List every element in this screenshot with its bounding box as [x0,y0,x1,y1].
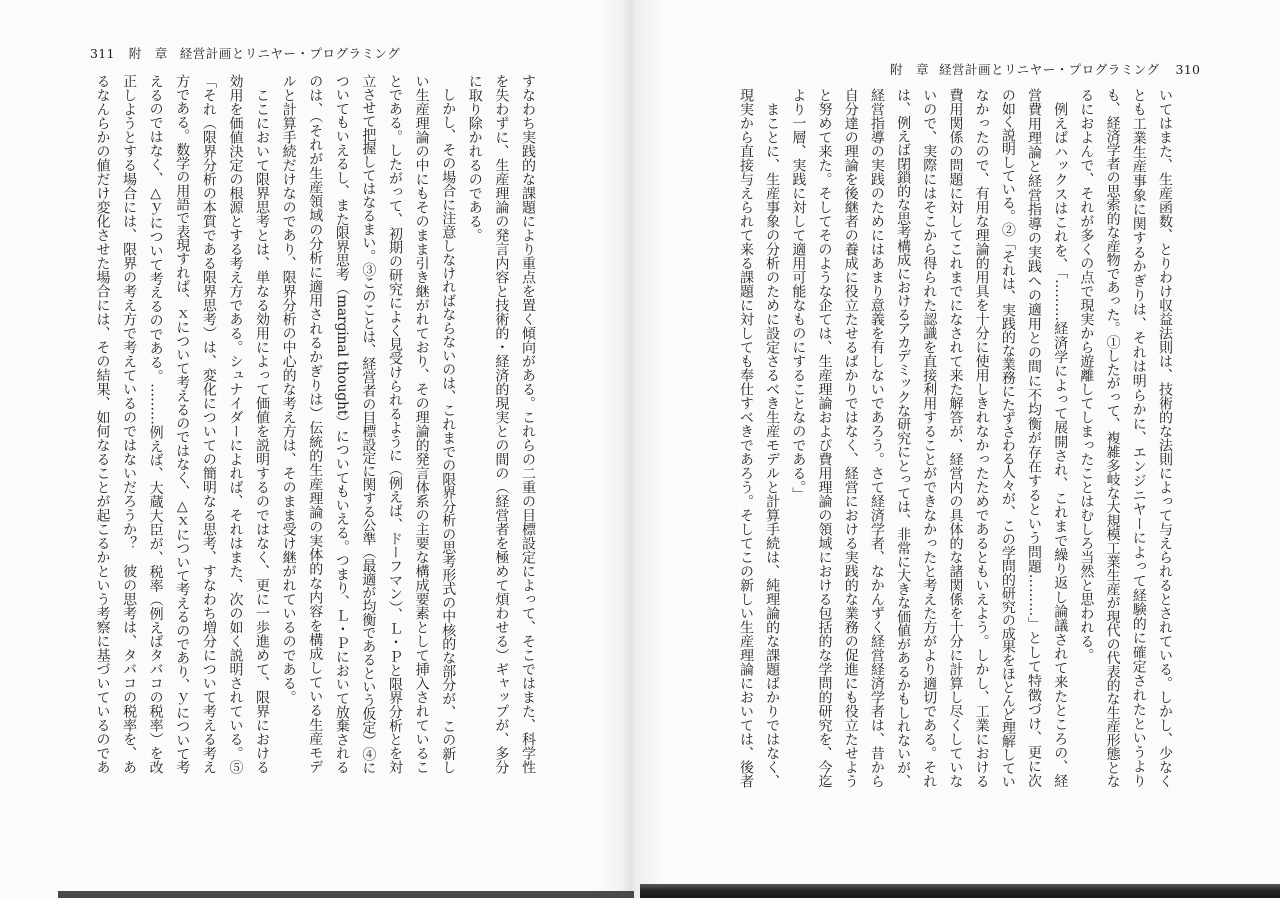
text-column [248,74,275,774]
text-line: 正しようとする場合には、限界の考え方で考えているのではないだろうか？ 彼の思考は、タバコの税率を、あ [121,74,138,774]
text-column [1021,88,1047,788]
text-line: 方である。数学の用語で表現すれば、ｘについて考えるのではなく、△ｘについて考えるのであり、ｙについて考 [174,74,191,775]
page-number: 311 [90,45,115,61]
text-line: の如く説明している。②「それは、実践的な業務にたずさわる人々が、この学問的研究の成果をほとんど理解してい [999,88,1016,789]
text-line: に取り除かれるのである。 [466,74,483,242]
left-page [0,0,632,898]
text-line: ついてもいえるし、また限界思考（marginal thought）についてもいえる。つまり、Ｌ・Ｐにおいて放棄される [333,74,350,774]
text-column [916,88,942,788]
text-column [302,74,329,774]
paragraph [461,74,541,774]
text-column [488,74,515,774]
text-column [968,88,994,788]
book-edge-shadow [640,884,1280,898]
text-column [1152,88,1178,788]
text-column [222,74,249,774]
paragraph [89,74,222,774]
running-head-chapter: 附 章 [128,46,168,61]
page-number: 310 [1175,61,1201,77]
right-page [632,0,1280,898]
text-line: と努めて来た。そしてそのような企ては、生産理論および費用理論の領域における包括的な学問的研究を、今迄 [816,88,833,788]
text-line: 現実から直接与えられて来る課題に対しても奉仕すべきであろう。そしてこの新しい生産理論においては、後者 [737,88,754,788]
page-body-text [89,74,541,774]
running-head-title: 経営計画とリニヤー・プログラミング [179,46,401,61]
text-column [328,74,355,774]
text-line: まことに、生産事象の分析のために設定さるべき生産モデルと計算手続は、純理論的な課題ばかりではなく、 [764,88,781,788]
running-head [890,60,1200,78]
text-column [142,74,169,774]
text-line: 例えばハックスはこれを、「………経済学によって展開され、これまで繰り返し論議されて来たところの、経 [1052,88,1069,789]
paragraph [222,74,275,774]
text-column [890,88,916,788]
text-column [89,74,116,774]
book-spine-shadow [596,0,666,898]
text-column [785,88,811,788]
text-line: 自分達の理論を後継者の養成に役立たせるばかりではなく、経営における実践的な業務の促進にも役立たせよう [842,88,859,788]
paragraph [785,88,1073,788]
text-line: るなんらかの値だけ変化させた場合には、その結果、如何なることが起こるかという考察に基づいているのであ [94,74,111,774]
text-column [275,74,302,774]
text-line: とである。したがって、初期の研究によく見受けられるように（例えば、ドーフマン）、Ｌ・Ｐと限界分析とを対 [387,74,404,775]
text-line: いてはまた、生産函数、とりわけ収益法則は、技術的な法則によって与えられるとされている。しかし、少なく [1156,88,1173,788]
text-column [942,88,968,788]
text-column [435,74,462,774]
text-column [838,88,864,788]
running-head-title: 経営計画とリニヤー・プログラミング [939,62,1160,77]
text-line: 営費用理論と経営指導の実践への適用との間に不均衡が存在するという問題………」として特徴づけ、更に次 [1026,88,1043,788]
running-head-chapter: 附 章 [890,62,930,77]
text-column [195,74,222,774]
text-column [1047,88,1073,788]
text-line: しかし、その場合に注意しなければならないのは、これまでの限界分析の思考形式の中核的な部分が、この新し [440,74,457,775]
book-edge-shadow [58,891,634,898]
text-line: なかったので、有用な理論的用具を十分に使用しきれなかったためであるともいえよう。しかし、工業における [973,88,990,788]
text-line: すなわち実践的な課題により重点を置く傾向がある。これらの二重の目標設定によって、そこではまた、科学性 [519,74,536,774]
text-line: のは、（それが生産領域の分析に適用されるかぎりは）伝統的生産理論の実体的な内容を構成している生産モデ [307,74,324,774]
text-column [514,74,541,774]
paragraph [275,74,461,774]
text-column [1126,88,1152,788]
text-column [169,74,196,774]
text-line: より一層、実践に対して適用可能なものにすることなのである。」 [790,88,807,501]
running-head [90,44,400,62]
text-line: ここにおいて限界思考とは、単なる効用によって価値を説明するのではなく、更に一歩進めて、限界における [254,74,271,774]
text-line: えるのではなく、△ｙについて考えるのである。………例えば、大蔵大臣が、税率（例えばタバコの税率）を改 [147,74,164,775]
text-column [811,88,837,788]
text-line: 「それ（限界分析の本質である限界思考）は、変化についての簡明なる思考、すなわち増分について考える考え [200,74,217,774]
text-column [733,88,759,788]
text-column [115,74,142,774]
text-column [1099,88,1125,788]
paragraph [1073,88,1178,788]
text-line: 効用を価値決定の根源とする考え方である。シュナイダーによれば、それはまた、次の如く説明されている。⑤ [227,74,244,774]
text-column [381,74,408,774]
text-column [864,88,890,788]
text-column [355,74,382,774]
text-line: を失わずに、生産理論の発言内容と技術的・経済的現実との間の（経営者を極めて煩わせる）ギャップが、多分 [493,74,510,774]
text-line: ルと計算手続だけなのであり、限界分析の中心的な考え方は、そのまま受け継がれているのである。 [280,74,297,704]
text-column [759,88,785,788]
text-line: 経営指導の実践のためにはあまり意義を有しないであろう。さて経済学者、なかんずく経営経済学者は、昔から [868,88,885,788]
text-line: は、例えば閉鎖的な思考構成におけるアカデミックな研究にとっては、非常に大きな価値があるかもしれないが、 [895,88,912,789]
text-line: るにおよんで、それが多くの点で現実から遊離してしまったことはむしろ当然と思われる。 [1078,88,1095,662]
text-line: とも工業生産事象に関するかぎりは、それは明らかに、エンジニヤーによって経験的に確定されたというより [1130,88,1147,788]
page-body-text [733,88,1178,788]
text-column [1073,88,1099,788]
text-column [408,74,435,774]
text-line: 立させて把握してはなるまい。③このことは、経営者の目標設定に関する公準（最適が均衡であるという仮定）④に [360,74,377,775]
text-line: も、経済学者の思索的な産物であった。①したがって、複雑多岐な大規模工業生産が現代の代表的な生産形態とな [1104,88,1121,789]
text-column [461,74,488,774]
text-line: 費用関係の問題に対してこれまでになされて来た解答が、経営内の具体的な諸関係を十分に計算し尽くしていな [947,88,964,788]
text-column [995,88,1021,788]
text-line: い生産理論の中にもそのまま引き継がれており、その理論的発言体系の主要な構成要素として挿入されているこ [413,74,430,774]
text-line: いので、実際にはそこから得られた認識を直接利用することができなかったと考えた方がより適切である。それ [921,88,938,788]
paragraph [733,88,785,788]
